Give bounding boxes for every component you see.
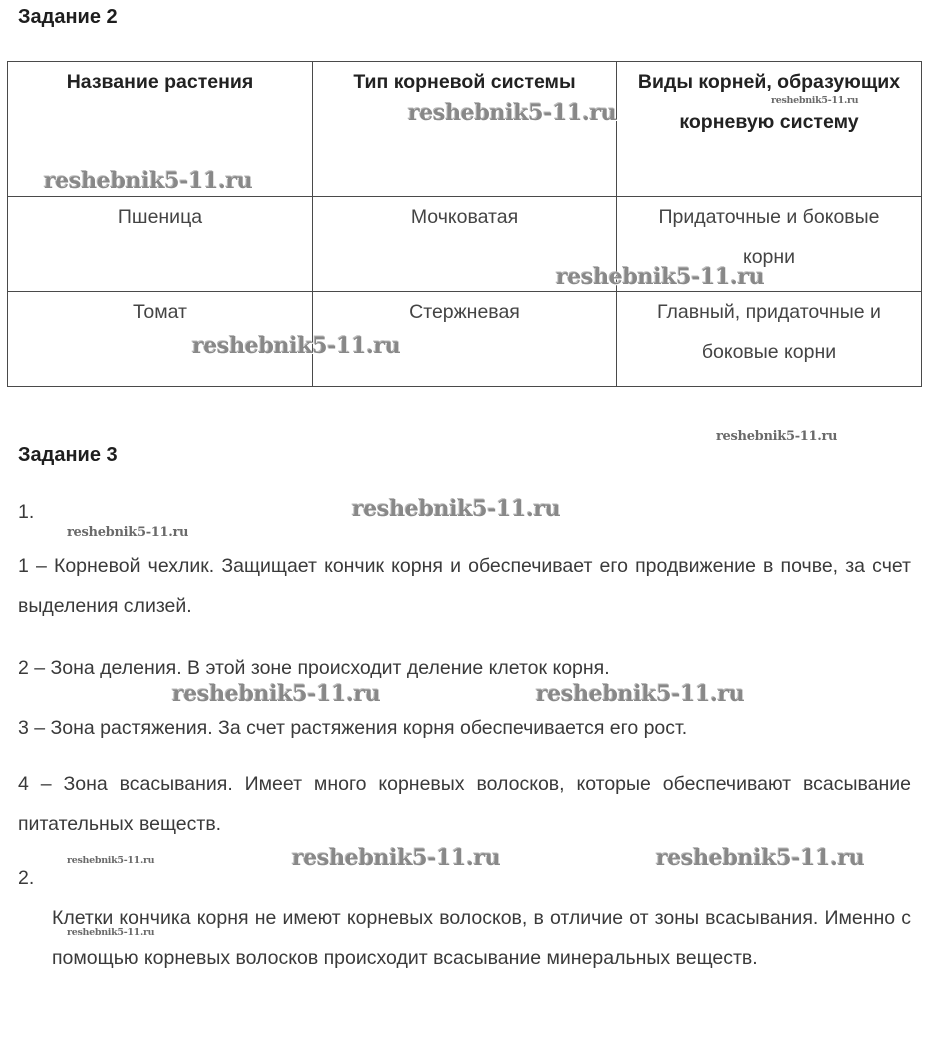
cell-roots: Придаточные и боковые корни bbox=[617, 197, 922, 292]
watermark: reshebnik5-11.ru bbox=[536, 681, 745, 707]
table-row bbox=[8, 197, 922, 292]
cell-roots: Главный, придаточные и боковые корни bbox=[617, 292, 922, 387]
root-systems-table bbox=[7, 61, 922, 387]
answer2-text: Клетки кончика корня не имеют корневых волосков, в отличие от зоны всасывания. Именно с помощью корневых волосков происходит всасывание минеральных веществ. bbox=[52, 907, 911, 969]
item2-number: 2. bbox=[18, 867, 35, 889]
header-root-system-type: Тип корневой системы bbox=[313, 62, 617, 197]
watermark: reshebnik5-11.ru bbox=[556, 264, 765, 290]
watermark: reshebnik5-11.ru bbox=[352, 496, 561, 522]
table-header-row bbox=[8, 62, 922, 197]
watermark: reshebnik5-11.ru bbox=[192, 333, 401, 359]
watermark: reshebnik5-11.ru bbox=[67, 927, 155, 938]
header-plant-name: Название растения bbox=[8, 62, 313, 197]
watermark: reshebnik5-11.ru bbox=[172, 681, 381, 707]
zone-absorption: 4 – Зона всасывания. Имеет много корневых волосков, которые обеспечивают всасывание питательных веществ. bbox=[18, 773, 911, 835]
watermark: reshebnik5-11.ru bbox=[656, 845, 865, 871]
zone-division: 2 – Зона деления. В этой зоне происходит деление клеток корня. bbox=[18, 657, 610, 679]
cell-plant: Пшеница bbox=[8, 197, 313, 292]
cell-plant: Томат bbox=[8, 292, 313, 387]
watermark: reshebnik5-11.ru bbox=[44, 168, 253, 194]
watermark: reshebnik5-11.ru bbox=[292, 845, 501, 871]
cell-type: Мочковатая bbox=[313, 197, 617, 292]
task3-title: Задание 3 bbox=[18, 444, 118, 466]
zone-elongation: 3 – Зона растяжения. За счет растяжения корня обеспечивается его рост. bbox=[18, 717, 688, 739]
header-root-kinds: Виды корней, образующих корневую систему bbox=[617, 62, 922, 197]
watermark: reshebnik5-11.ru bbox=[771, 95, 859, 106]
item1-number: 1. bbox=[18, 501, 35, 523]
cell-type: Стержневая bbox=[313, 292, 617, 387]
task2-title: Задание 2 bbox=[18, 6, 118, 28]
watermark: reshebnik5-11.ru bbox=[67, 525, 189, 540]
watermark: reshebnik5-11.ru bbox=[716, 429, 838, 444]
watermark: reshebnik5-11.ru bbox=[67, 855, 155, 866]
zone-root-cap: 1 – Корневой чехлик. Защищает кончик корня и обеспечивает его продвижение в почве, за счет выделения слизей. bbox=[18, 555, 911, 617]
watermark: reshebnik5-11.ru bbox=[408, 100, 617, 126]
table-row bbox=[8, 292, 922, 387]
